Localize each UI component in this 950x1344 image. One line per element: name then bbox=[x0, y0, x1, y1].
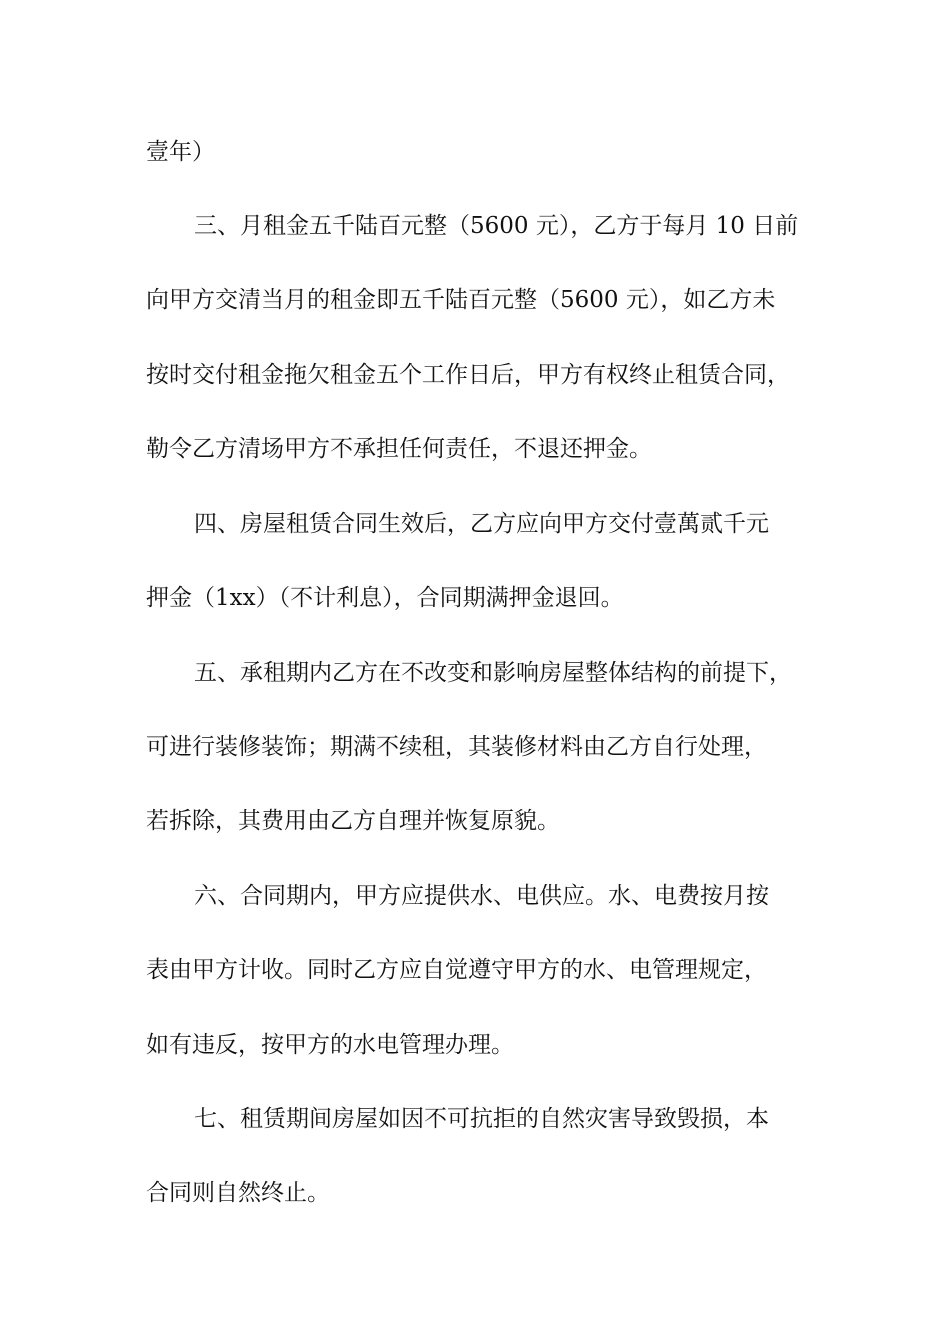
clause-6-line-2: 表由甲方计收。同时乙方应自觉遵守甲方的水、电管理规定， bbox=[146, 957, 767, 983]
clause-4-line-2: 押金（1xx）（不计利息），合同期满押金退回。 bbox=[146, 585, 624, 611]
text-line-1: 壹年） bbox=[146, 139, 215, 165]
clause-3-line-1: 三、月租金五千陆百元整（5600 元），乙方于每月 10 日前 bbox=[194, 213, 799, 239]
clause-4-line-1: 四、房屋租赁合同生效后，乙方应向甲方交付壹萬贰千元 bbox=[194, 511, 769, 537]
clause-6-line-3: 如有违反，按甲方的水电管理办理。 bbox=[146, 1032, 514, 1058]
clause-5-line-2: 可进行装修装饰；期满不续租，其装修材料由乙方自行处理， bbox=[146, 734, 767, 760]
clause-6-line-1: 六、合同期内，甲方应提供水、电供应。水、电费按月按 bbox=[194, 883, 769, 909]
clause-7-line-2: 合同则自然终止。 bbox=[146, 1180, 330, 1206]
clause-3-line-3: 按时交付租金拖欠租金五个工作日后，甲方有权终止租赁合同， bbox=[146, 362, 790, 388]
clause-5-line-3: 若拆除，其费用由乙方自理并恢复原貌。 bbox=[146, 808, 560, 834]
clause-5-line-1: 五、承租期内乙方在不改变和影响房屋整体结构的前提下， bbox=[194, 660, 792, 686]
clause-3-line-4: 勒令乙方清场甲方不承担任何责任，不退还押金。 bbox=[146, 436, 652, 462]
clause-3-line-2: 向甲方交清当月的租金即五千陆百元整（5600 元），如乙方未 bbox=[146, 287, 776, 313]
clause-7-line-1: 七、租赁期间房屋如因不可抗拒的自然灾害导致毁损，本 bbox=[194, 1106, 769, 1132]
